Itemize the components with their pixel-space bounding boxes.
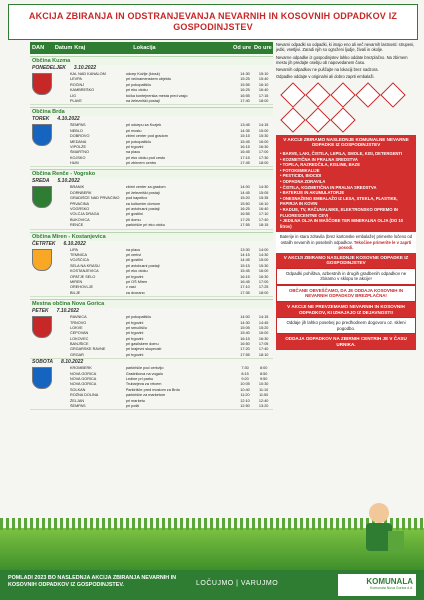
row-time-from: 17:55 [240, 223, 250, 228]
row-place: SELA NA KRASU [70, 263, 100, 268]
row-location: pri mostu [125, 128, 142, 133]
row-time-from: 15:15 [240, 134, 250, 139]
row-location: parkirišče pod cerkvijo [125, 366, 164, 371]
row-location: pri avtobusni postaji [125, 207, 160, 212]
row-time-to: 13:20 [258, 403, 269, 408]
row-place: NOVA GORICA [70, 382, 97, 387]
row-time-to: 14:45 [258, 320, 269, 325]
row-time-from: 15:50 [240, 201, 250, 206]
row-time-from: 16:15 [240, 144, 250, 149]
footer-text: POMLADI 2023 BO NASLEDNJA AKCIJA ZBIRANJA NEVARNIH IN KOSOVNIH ODPADKOV IZ GOSPODINJSTEV. [8, 575, 177, 588]
row-time-to: 15:10 [258, 72, 269, 76]
bulky-box-title: V AKCIJI ZBIRAMO NASLEDNJE KOSOVNE ODPADKE IZ GOSPODINJSTEV [276, 253, 416, 268]
row-location: parkirišče za marketom [125, 393, 166, 398]
day-date: 5.10.2022 [57, 178, 80, 185]
row-time-from: 9:20 [241, 377, 249, 382]
table-row [30, 223, 273, 228]
row-location: Gradnikova na vogalu [125, 371, 163, 376]
note-batteries [276, 232, 416, 252]
row-location: za kulturnim domom [125, 201, 161, 206]
row-time-from: 15:15 [240, 263, 250, 268]
row-place: OPATJE SELO [70, 274, 96, 279]
list-item: • BARVE, LAKI, ČISTILA, LEPILA, SMOLE, KISI, DETERGENTI [280, 151, 412, 157]
row-location: pri gostilni [125, 212, 143, 217]
logo-subtitle: Komunala Nova Gorica d.d. [370, 586, 413, 590]
row-location: pri trgovini [125, 352, 144, 357]
row-time-to: 15:00 [258, 258, 269, 263]
row-place: TRNOVO [70, 320, 87, 325]
table-body [30, 56, 273, 410]
row-time-to: 16:00 [258, 331, 269, 336]
business-box-title: V AKCIJI NE PREVZEMAMO NEVARNIH IN KOSOVNIH ODPADKOV, KI IZHAJAJO IZ DEJAVNOSTI! [276, 302, 416, 317]
row-time-from: 17:45 [240, 161, 250, 166]
row-location: v vasi [125, 285, 136, 290]
row-place: VOJŠČICA [70, 258, 89, 263]
row-place: KOJSKO [70, 155, 86, 160]
row-time-from: 14:45 [240, 190, 250, 195]
list-item: • TOPILA, RAZREDČILA, KISLINE, BAZE [280, 162, 412, 168]
row-place: LOKVE [70, 325, 83, 330]
row-time-to: 15:30 [258, 134, 269, 139]
day-name: SREDA [32, 178, 50, 185]
day-label [30, 116, 273, 123]
row-place: BILJE [70, 290, 81, 295]
row-place: LOKOVEC [70, 336, 89, 341]
row-time-to: 15:30 [258, 263, 269, 268]
row-time-to: 15:05 [258, 190, 269, 195]
row-time-from: 11:20 [240, 393, 250, 398]
day-block [30, 178, 273, 229]
row-place: KOSTANJEVICA [70, 269, 99, 274]
row-location: pri pošti [125, 403, 140, 408]
row-location: pri železniški postaji [125, 190, 160, 195]
row-location: pri odcepu za Kozjek [125, 123, 162, 128]
footer-slogan: LOČUJMO | VARUJMO [196, 580, 279, 587]
row-place: OREHOVLJE [70, 285, 93, 290]
row-time-to: 18:00 [258, 290, 269, 295]
municipality-crest-icon [32, 186, 52, 208]
row-time-to: 17:30 [258, 155, 269, 160]
row-time-from: 13:45 [240, 123, 250, 128]
row-place: DORNBERK [70, 190, 92, 195]
day-block [30, 116, 273, 167]
table-row [30, 161, 273, 166]
day-name: ČETRTEK [32, 240, 56, 247]
row-time-to: 18:00 [258, 98, 269, 103]
info-column [276, 42, 416, 350]
row-place: ROČINJ [70, 82, 85, 87]
municipality-crest-icon [32, 316, 52, 338]
row-time-from: 10:40 [240, 387, 250, 392]
header-from: Od ure [233, 45, 252, 51]
row-place: ROŽNA DOLINA [70, 393, 99, 398]
row-location: na železniški postaji [125, 98, 160, 103]
row-time-from: 17:55 [240, 352, 250, 357]
row-time-to: 17:15 [258, 93, 269, 98]
note-bold: Tekočine primerite le v zaprti posodi. [338, 239, 412, 251]
row-time-to: 14:30 [258, 185, 269, 190]
row-location: pri cerkvi [125, 252, 142, 257]
row-place: KAMBREŠKO [70, 88, 95, 93]
row-place: KROMBERK [70, 366, 92, 371]
mascot-illustration [344, 495, 414, 565]
row-location: Ledine pri parku [125, 377, 154, 382]
row-time-to: 18:00 [258, 161, 269, 166]
day-block [30, 241, 273, 298]
row-location: pri trgovini [125, 331, 144, 336]
row-time-to: 9:50 [259, 377, 268, 382]
row-time-from: 14:30 [240, 72, 250, 76]
row-time-from: 7:30 [241, 366, 249, 371]
row-time-to: 11:50 [259, 393, 269, 398]
intro-text [276, 42, 416, 80]
row-time-to: 17:00 [258, 279, 269, 284]
row-time-from: 16:50 [240, 342, 250, 347]
hazard-icon [305, 82, 330, 107]
row-time-from: 12:50 [240, 403, 250, 408]
row-location: pri domu [125, 217, 141, 222]
row-time-to: 12:40 [258, 398, 269, 403]
region-header: Občina Brda [30, 107, 273, 116]
row-time-to: 18:15 [258, 223, 269, 228]
municipality-crest-icon [32, 73, 52, 95]
row-time-to: 17:10 [258, 212, 269, 217]
row-time-from: 15:45 [240, 269, 250, 274]
row-time-from: 14:00 [240, 185, 250, 190]
row-place: PLAVE [70, 98, 82, 103]
row-location: odcep Kožlje (kiosk) [125, 72, 160, 76]
day-date: 8.10.2022 [61, 359, 84, 366]
row-place: RAVNICA [70, 315, 87, 320]
row-time-to: 16:00 [258, 139, 269, 144]
day-name: PETEK [32, 308, 49, 315]
row-time-from: 14:30 [240, 320, 250, 325]
row-location: točka kontejnerska mesta pred vasjo [125, 93, 188, 98]
municipality-crest-icon [32, 124, 52, 146]
header-date: Datum [54, 45, 73, 51]
row-time-to: 15:00 [258, 128, 269, 133]
day-block [30, 359, 273, 410]
row-place: ŽELJAN [70, 398, 85, 403]
footer-bar [0, 570, 424, 600]
day-block [30, 308, 273, 359]
row-time-from: 16:55 [240, 93, 250, 98]
free-notice: OBČANE OBVEŠČAMO, DA JE ODDAJA KOSOVNIH IN NEVARNIH ODPADKOV BREZPLAČNA! [276, 285, 416, 302]
list-item: • KOZMETIČNA IN PRALNA SREDSTVA [280, 157, 412, 163]
row-time-from: 17:35 [240, 290, 250, 295]
row-time-to: 16:40 [258, 88, 269, 93]
municipality-crest-icon [32, 367, 52, 389]
row-time-from: 16:55 [240, 212, 250, 217]
list-item: • ČISTILA, KOZMETIČNA IN PRALNA SREDSTVA [280, 185, 412, 191]
hazard-icon [330, 107, 355, 132]
row-time-to: 17:40 [258, 347, 269, 352]
row-time-from: 15:25 [240, 77, 250, 82]
row-time-from: 15:45 [240, 139, 250, 144]
row-place: NOVA GORICA [70, 371, 97, 376]
komunala-logo [338, 574, 416, 596]
region-header: Občina Renče - Vogrsko [30, 169, 273, 178]
row-time-from: 13:30 [240, 247, 250, 252]
row-location: pri pokopališču [125, 82, 152, 87]
row-time-to: 18:10 [258, 352, 269, 357]
row-place: VIPOLŽE [70, 144, 87, 149]
row-time-to: 16:30 [258, 144, 269, 149]
table-row [30, 353, 273, 358]
day-name: SOBOTA [32, 359, 54, 366]
row-time-from: 17:20 [240, 347, 250, 352]
row-time-to: 17:05 [258, 342, 269, 347]
row-time-to: 10:30 [258, 382, 269, 387]
row-place: HUM [70, 161, 79, 166]
row-location: pri pokopališču [125, 315, 152, 320]
list-item: • ONESNAŽENO EMBALAŽO IZ LESA, STEKLA, PLASTIKE, PAPIRJA IN KOVIN [280, 196, 412, 207]
region-header: Občina Kuzma [30, 56, 273, 65]
hazardous-box-title: V AKCIJI ZBIRAMO NASLEDNJE KOMUNALNE NEVARNE ODPADKE IZ GOSPODINJSTEV [276, 135, 416, 150]
day-label [30, 178, 273, 185]
row-place: LIPA [70, 247, 78, 252]
row-location: pri zbirnem centru [125, 161, 157, 166]
day-label [30, 241, 273, 248]
row-time-to: 14:30 [258, 252, 269, 257]
row-location: pri gasilskem domu [125, 342, 159, 347]
row-time-from: 15:40 [240, 331, 250, 336]
row-time-to: 16:10 [258, 201, 269, 206]
day-name: TOREK [32, 116, 50, 123]
municipality-crest-icon [32, 249, 52, 271]
row-time-from: 8:15 [241, 371, 249, 376]
row-location: pri smučišču [125, 325, 147, 330]
row-location: pri eko otoku [125, 88, 148, 93]
row-time-to: 14:00 [258, 247, 269, 252]
logo-name: KOMUNALA [366, 577, 413, 586]
header-day: DAN [32, 45, 45, 51]
row-time-from: 10:05 [240, 382, 250, 387]
row-location: pri krajevni skupnosti [125, 347, 162, 352]
list-item: • ODPADNA ZDRAVILA [280, 179, 412, 185]
day-name: PONEDELJEK [32, 65, 66, 71]
day-date: 4.10.2022 [57, 116, 80, 123]
row-time-from: 17:25 [240, 217, 250, 222]
table-header [30, 42, 273, 54]
bulky-box-text: Odpadki pohištva, azbestnih in drugih gradbenih odpadkov ne zbiramo v sklopu te akcije! [276, 268, 416, 285]
row-location: Parkirišče pred mostom za Brdo [125, 387, 180, 392]
row-location: pri trgovini [125, 336, 144, 341]
row-time-to: 17:00 [258, 150, 269, 155]
row-time-from: 14:35 [240, 128, 250, 133]
row-place: MIREN [70, 279, 83, 284]
row-place: PRVAČINA [70, 201, 90, 206]
row-time-from: 17:10 [240, 285, 250, 290]
hazard-icon [305, 107, 330, 132]
title-text: AKCIJA ZBIRANJA IN ODSTRANJEVANJA NEVARNIH IN KOSOVNIH ODPADKOV IZ GOSPODINJSTEV [28, 11, 398, 32]
row-location: pri pokopališču [125, 139, 152, 144]
row-time-to: 14:15 [258, 123, 269, 128]
row-place: KAL NAD KANALOM [70, 72, 106, 76]
row-place: ŠMARTNO [70, 150, 89, 155]
row-place: NOVA GORICA [70, 377, 97, 382]
intro-paragraph: Odpadke oddajte v originalni ali dobro zaprti embalaži. [276, 74, 375, 80]
hazard-icon [280, 107, 305, 132]
row-place: TEMNICA [70, 252, 88, 257]
row-time-from: 16:15 [240, 274, 250, 279]
row-place: VOLČJA DRAGA [70, 212, 100, 217]
row-time-from: 14:15 [240, 252, 250, 257]
row-time-from: 15:05 [240, 325, 250, 330]
row-place: LIG [70, 93, 77, 98]
hazardous-list [276, 150, 416, 232]
list-item: • JEDILNA OLJA IN MAŠČOBE TER MINERALNA OLJA (DO 10 litrov) [280, 218, 412, 229]
row-time-to: 16:30 [258, 274, 269, 279]
row-place: BANJŠICE [70, 342, 89, 347]
row-location: pri večnamenskem objektu [125, 77, 172, 82]
row-location: pri OŠ Miren [125, 279, 148, 284]
note-text: Baterije in stara zdravila (brez kartonske embalaže) primerite ločeno od ostalih nevarnih in posebnih odpadkov. [279, 234, 413, 245]
row-location: Trubarjeva za vrtcem [125, 382, 162, 387]
row-location: na placu [125, 247, 141, 252]
day-date: 3.10.2022 [73, 65, 97, 71]
row-location: pri gostilni [125, 258, 143, 263]
hazard-icon [330, 82, 355, 107]
row-time-from: 16:25 [240, 207, 250, 212]
table-row [30, 99, 273, 104]
page-title [8, 4, 418, 40]
row-place: BRANIK [70, 185, 85, 190]
row-time-from: 16:45 [240, 279, 250, 284]
row-time-to: 16:40 [258, 207, 269, 212]
row-location: pri marketu [125, 398, 145, 403]
row-place: GRGARSKE RAVNE [70, 347, 106, 352]
intro-paragraph: Nevarne odpadke iz gospodinjstev lahko oddate brezplačno. Na zbirnem mestu jih predajte osebju ob napovedanem času. [276, 54, 408, 65]
row-time-to: 15:35 [258, 196, 269, 201]
row-place: LEVPA [70, 77, 82, 82]
hazard-pictograms [282, 84, 416, 131]
row-time-from: 14:00 [240, 315, 250, 320]
row-time-to: 17:25 [258, 285, 269, 290]
row-place: ŠEMPAS [70, 403, 86, 408]
row-time-from: 16:15 [240, 336, 250, 341]
row-time-to: 17:40 [258, 217, 269, 222]
row-location: pod kapelico [125, 196, 148, 201]
row-place: ŠEMPAS [70, 123, 86, 128]
row-time-to: 16:10 [258, 82, 269, 87]
hazard-icon [355, 82, 380, 107]
row-time-from: 16:25 [240, 88, 250, 93]
hazard-icon [280, 82, 305, 107]
day-label [30, 308, 273, 315]
intro-paragraph: Nevarnih odpadkov ne puščajte na lokaciji brez nadzora. [276, 67, 379, 73]
row-location: pri eko otoku pod cesto [125, 155, 166, 160]
row-time-to: 16:00 [258, 269, 269, 274]
row-location: na placu [125, 150, 141, 155]
day-block [30, 65, 273, 105]
day-label [30, 65, 273, 72]
row-time-from: 17:40 [240, 98, 250, 103]
row-time-to: 8:00 [259, 366, 268, 371]
intro-paragraph: Nevarni odpadki so odpadki, ki imajo eno ali več nevarnih lastnosti: strupeni, jedki, vnetljivi. Zaradi njih so ogroženi ljudje, živali in okolje. [276, 42, 415, 53]
row-time-to: 11:10 [259, 387, 269, 392]
collection-centre-note: ODDAJA ODPADKOV NA ZBIRNIH CENTRIH JE V ČASU URNIKA. [276, 334, 416, 349]
row-time-to: 16:30 [258, 336, 269, 341]
day-label [30, 359, 273, 366]
row-location: za dvorano [125, 290, 145, 295]
row-time-to: 15:20 [258, 325, 269, 330]
row-place: SOLKAN [70, 387, 86, 392]
table-row [30, 404, 273, 409]
row-location: parkirišče pri eko otoku [125, 223, 165, 228]
list-item: • FOTOKEMIKALIJE [280, 168, 412, 174]
row-place: GRADIŠČE NAD PRVAČINO [70, 196, 120, 201]
hazard-icon [380, 82, 405, 107]
row-location: pri trgovini [125, 144, 144, 149]
list-item: • BATERIJE IN AKUMULATORJE [280, 190, 412, 196]
row-place: ČEPOVAN [70, 331, 89, 336]
row-time-to: 8:50 [259, 371, 268, 376]
row-time-from: 12:10 [240, 398, 250, 403]
day-date: 6.10.2022 [63, 240, 86, 247]
header-location: Lokacija [133, 45, 156, 51]
row-time-from: 17:15 [240, 155, 250, 160]
row-place: NEBLO [70, 128, 83, 133]
table-row [30, 291, 273, 296]
row-place: VOGRSKO [70, 207, 90, 212]
row-location: zbirni center za gradom [125, 185, 166, 190]
header-to: Do ure [254, 45, 272, 51]
business-box-text: Oddaje jih lahko posebej po predhodnem dogovoru oz. skleni pogodbo. [276, 317, 416, 334]
schedule-table [30, 42, 273, 410]
day-date: 7.10.2022 [56, 308, 79, 315]
row-location: pri eko otoku [125, 269, 148, 274]
row-place: BUKOVICA [70, 217, 90, 222]
row-place: DOBROVO [70, 134, 90, 139]
row-location: pri trgovini [125, 320, 144, 325]
row-place: GRGAR [70, 352, 84, 357]
region-header: Občina Miren - Kostanjevica [30, 232, 273, 241]
header-place: Kraj [74, 45, 86, 51]
row-location: pri avtobusni postaji [125, 263, 160, 268]
region-header: Mestna občina Nova Gorica [30, 299, 273, 308]
list-item: • RADIJE, TV, RAČUNALNIKE, ELEKTRONSKO OPREMO IN FLUORESCENTNE CEVI [280, 207, 412, 218]
row-time-to: 14:15 [258, 315, 269, 320]
row-place: MEDANA [70, 139, 87, 144]
row-place: RENČE [70, 223, 84, 228]
row-time-from: 14:45 [240, 258, 250, 263]
list-item: • PESTICIDI, BIOCIDI [280, 173, 412, 179]
row-time-from: 16:45 [240, 150, 250, 155]
row-location: pri trgovini [125, 274, 144, 279]
row-time-to: 15:40 [258, 77, 269, 82]
row-time-from: 15:55 [240, 82, 250, 87]
row-location: zbirni center pod gradom [125, 134, 168, 139]
row-time-from: 15:20 [240, 196, 250, 201]
